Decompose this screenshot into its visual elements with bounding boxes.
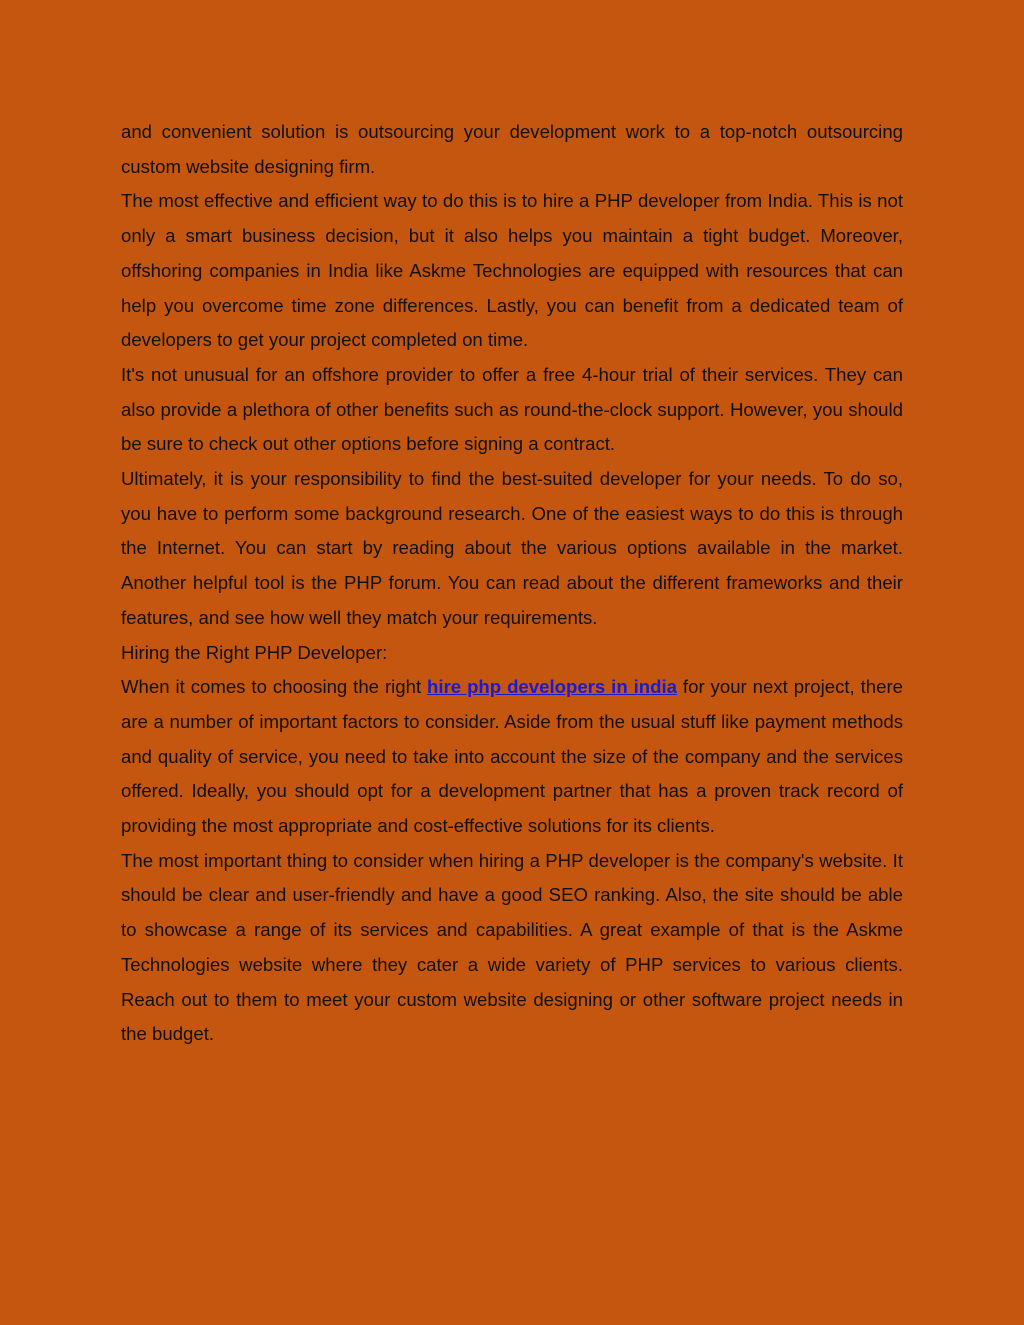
- paragraph-company-website: The most important thing to consider when hiring a PHP developer is the company's website. It should be clear and user-friendly and have a good SEO ranking. Also, the site should be able to showcase a range of its services and capabilities. A great example of that is the Askme Technologies website where they cater a wide variety of PHP services to various clients. Reach out to them to meet your custom website designing or other software project needs in the budget.: [121, 849, 903, 1045]
- section-heading: Hiring the Right PHP Developer:: [121, 641, 388, 663]
- paragraph-free-trial: It's not unusual for an offshore provider to offer a free 4-hour trial of their services. They can also provide a plethora of other benefits such as round-the-clock support. However, you should be sure to check out other options before signing a contract.: [121, 363, 903, 455]
- paragraph-research: Ultimately, it is your responsibility to find the best-suited developer for your needs. To do so, you have to perform some background research. One of the easiest ways to do this is through the Internet. You can start by reading about the various options available in the market. Another helpful tool is the PHP forum. You can read about the different frameworks and their features, and see how well they match your requirements.: [121, 468, 903, 628]
- paragraph-choosing-text-start: When it comes to choosing the right: [121, 676, 428, 698]
- hire-php-developers-link[interactable]: hire php developers in india: [427, 676, 678, 698]
- paragraph-choosing-developer: [121, 670, 903, 844]
- document-body: [121, 115, 903, 1052]
- paragraph-hire-from-india: The most effective and efficient way to do this is to hire a PHP developer from India. This is not only a smart business decision, but it also helps you maintain a tight budget. Moreover, offshoring companies in India like Askme Technologies are equipped with resources that can help you overcome time zone differences. Lastly, you can benefit from a dedicated team of developers to get your project completed on time.: [121, 190, 903, 351]
- paragraph-outsourcing: and convenient solution is outsourcing your development work to a top-notch outsourcing custom website designing firm.: [121, 121, 903, 177]
- paragraph-choosing-text-end: for your next project, there are a number of important factors to consider. Aside from the usual stuff like payment methods and quality of service, you need to take into account the size of the company and the services offered. Ideally, you should opt for a development partner that has a proven track record of providing the most appropriate and cost-effective solutions for its clients.: [121, 676, 903, 837]
